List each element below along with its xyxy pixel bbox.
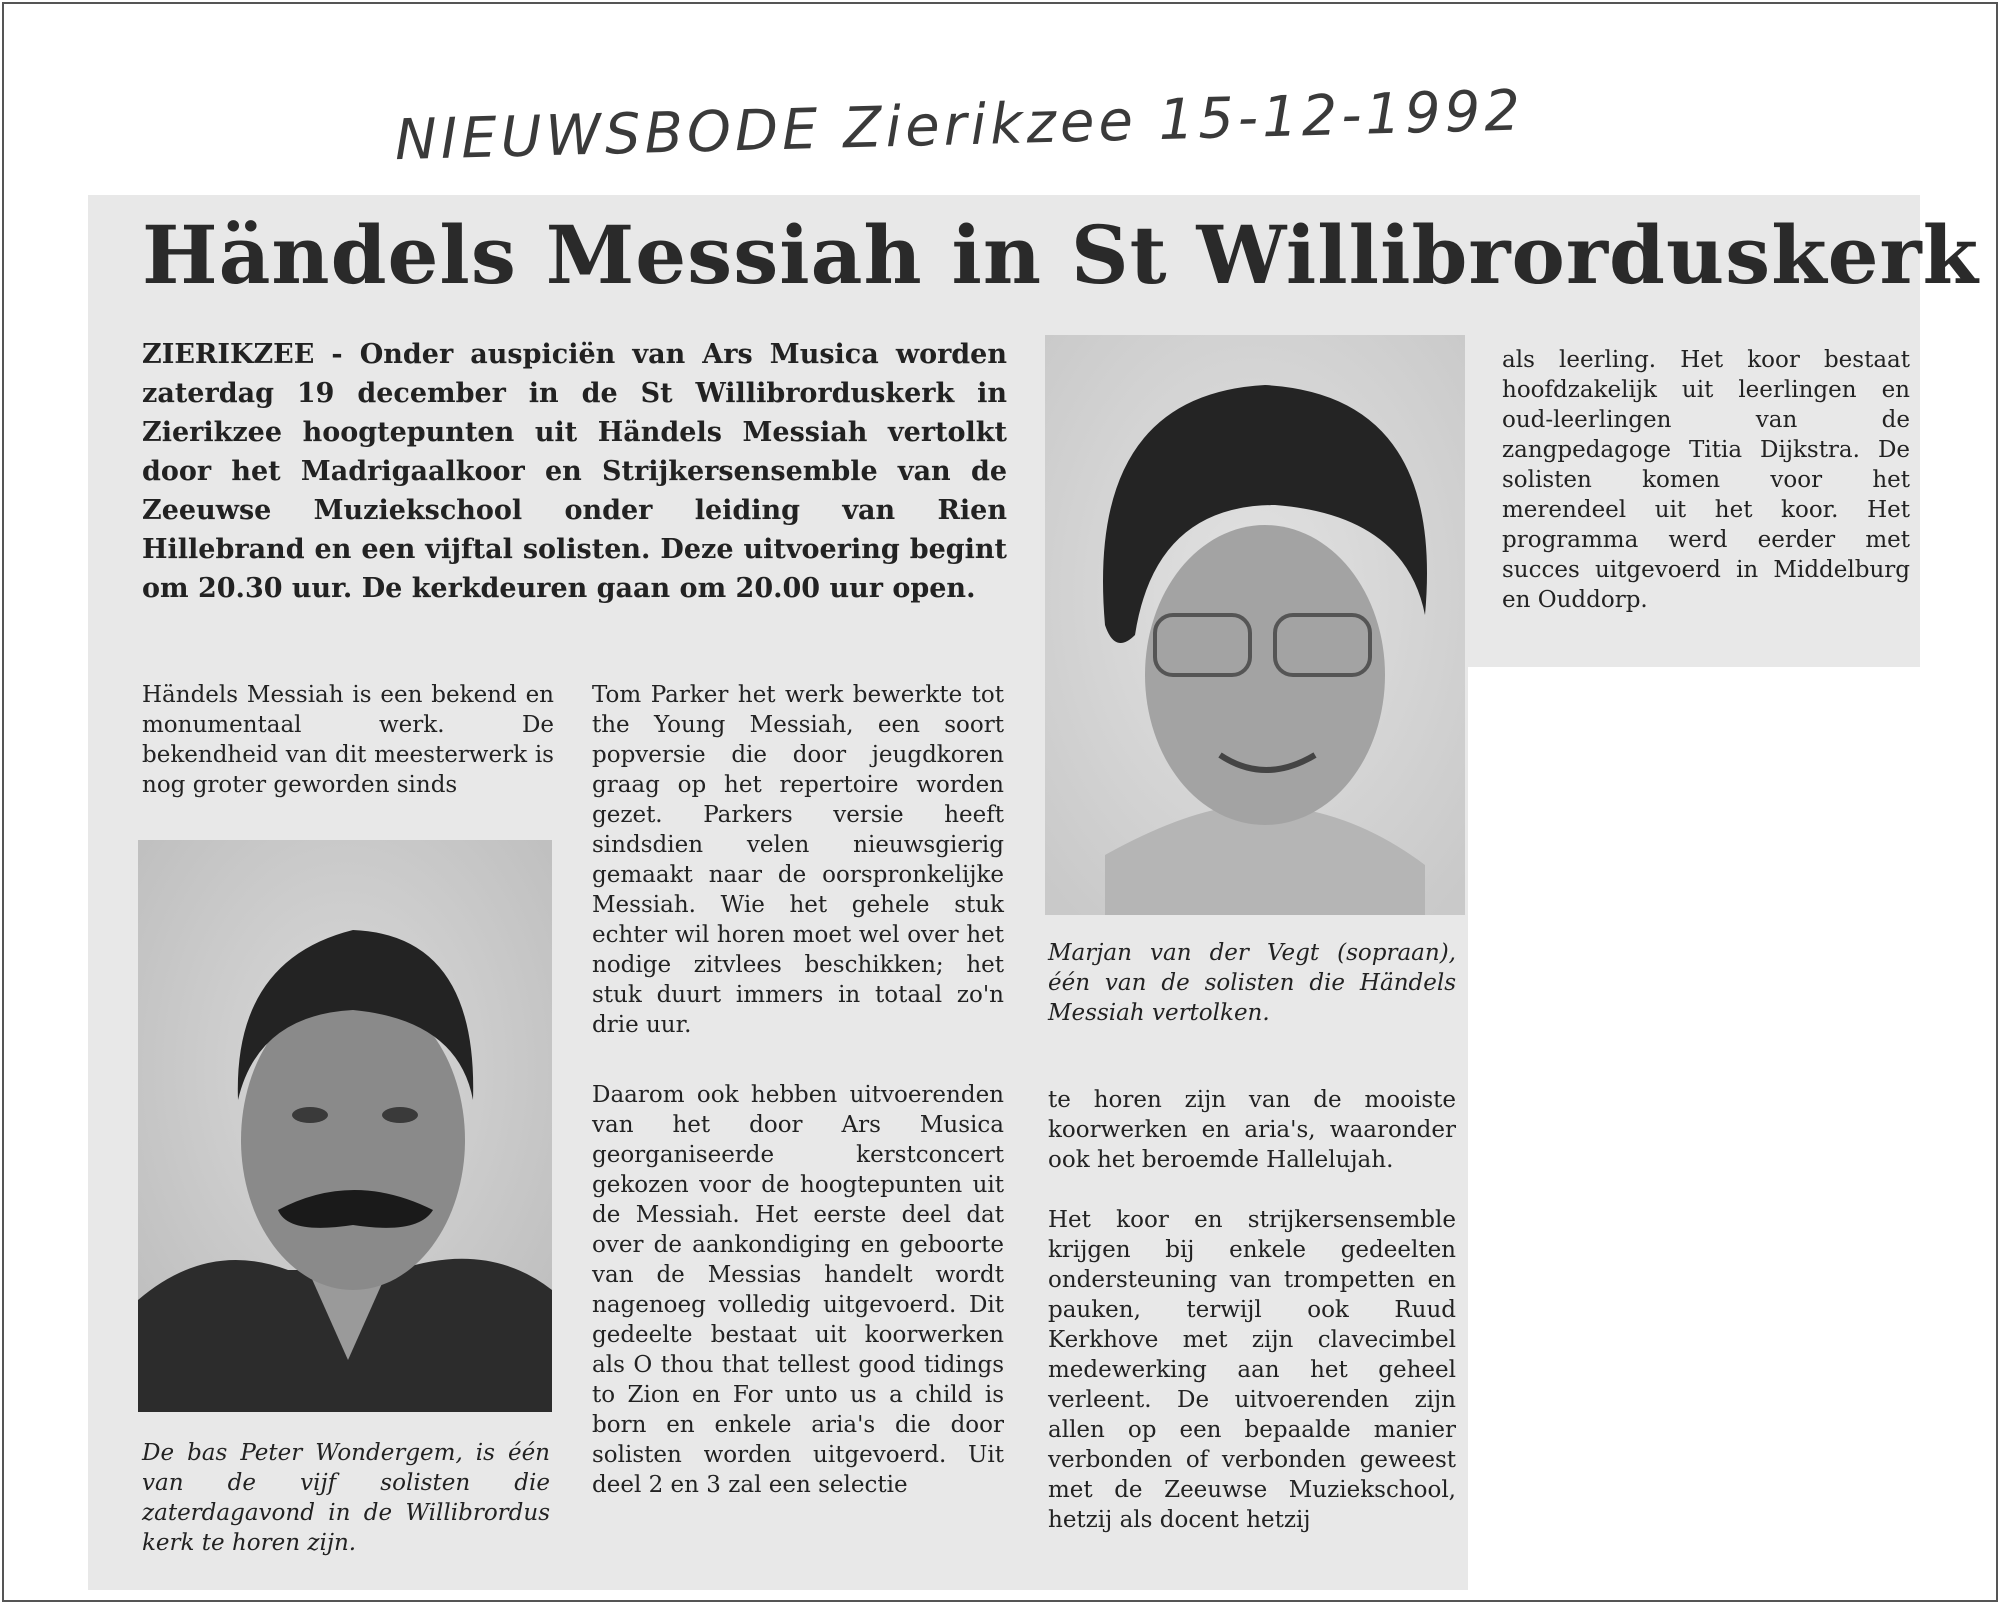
column-3-text: [1048, 1085, 1456, 1565]
column-3-paragraph-2: Het koor en strijkersensemble krijgen bij enkele gedeelten ondersteuning van trompetten en pauken, terwijl ook Ruud Kerkhove met zijn clavecimbel medewerking aan het geheel verleent. De uitvoerenden zijn allen op een bepaalde manier verbonden of verbonden geweest met de Zeeuwse Muziekschool, hetzij als docent hetzij: [1048, 1207, 1456, 1533]
column-1-paragraph: Händels Messiah is een bekend en monumentaal werk. De bekendheid van dit meesterwerk is nog groter geworden sinds: [142, 682, 554, 798]
caption-peter-wondergem: De bas Peter Wondergem, is één van de vijf solisten die zaterdagavond in de Willibrordus kerk te horen zijn.: [142, 1440, 550, 1556]
article-lead: ZIERIKZEE - Onder auspiciën van Ars Musica worden zaterdag 19 december in de St Willibrorduskerk in Zierikzee hoogtepunten uit Händels Messiah vertolkt door het Madrigaalkoor en Strijkersensemble van de Zeeuwse Muziekschool onder leiding van Rien Hillebrand en een vijftal solisten. Deze uitvoering begint om 20.30 uur. De kerkdeuren gaan om 20.00 uur open.: [142, 339, 1007, 604]
column-3-paragraph-1: te horen zijn van de mooiste koorwerken en aria's, waaronder ook het beroemde Hallelujah.: [1048, 1087, 1456, 1173]
column-1-text: [142, 680, 554, 830]
photo-marjan-van-der-vegt: [1045, 335, 1465, 915]
portrait-woman-image: [1045, 335, 1465, 915]
column-2-paragraph-1: Tom Parker het werk bewerkte tot the Young Messiah, een soort popversie die door jeugdkoren graag op het repertoire worden gezet. Parkers versie heeft sindsdien velen nieuwsgierig gemaakt naar de oorspronkelijke Messiah. Wie het gehele stuk echter wil horen moet wel over het nodige zitvlees beschikken; het stuk duurt immers in totaal zo'n drie uur.: [592, 682, 1004, 1038]
article-headline: Händels Messiah in St Willibrorduskerk: [142, 208, 1980, 302]
caption-marjan-van-der-vegt: Marjan van der Vegt (sopraan), één van de solisten die Händels Messiah vertolken.: [1048, 940, 1456, 1026]
column-2-text: [592, 680, 1004, 1530]
column-4-text: [1502, 345, 1910, 645]
handwritten-annotation: NIEUWSBODE Zierikzee 15-12-1992: [393, 78, 1525, 174]
column-4-paragraph: als leerling. Het koor bestaat hoofdzakelijk uit leerlingen en oud-leerlingen van de zangpedagoge Titia Dijkstra. De solisten komen voor het merendeel uit het koor. Het programma werd eerder met succes uitgevoerd in Middelburg en Ouddorp.: [1502, 347, 1910, 613]
column-2-paragraph-2: Daarom ook hebben uitvoerenden van het door Ars Musica georganiseerde kerstconcert gekozen voor de hoogtepunten uit de Messiah. Het eerste deel dat over de aankondiging en geboorte van de Messias handelt wordt nagenoeg volledig uitgevoerd. Dit gedeelte bestaat uit koorwerken als O thou that tellest good tidings to Zion en For unto us a child is born en enkele aria's die door solisten worden uitgevoerd. Uit deel 2 en 3 zal een selectie: [592, 1082, 1004, 1498]
photo-peter-wondergem: [138, 840, 552, 1412]
portrait-man-image: [138, 840, 552, 1412]
